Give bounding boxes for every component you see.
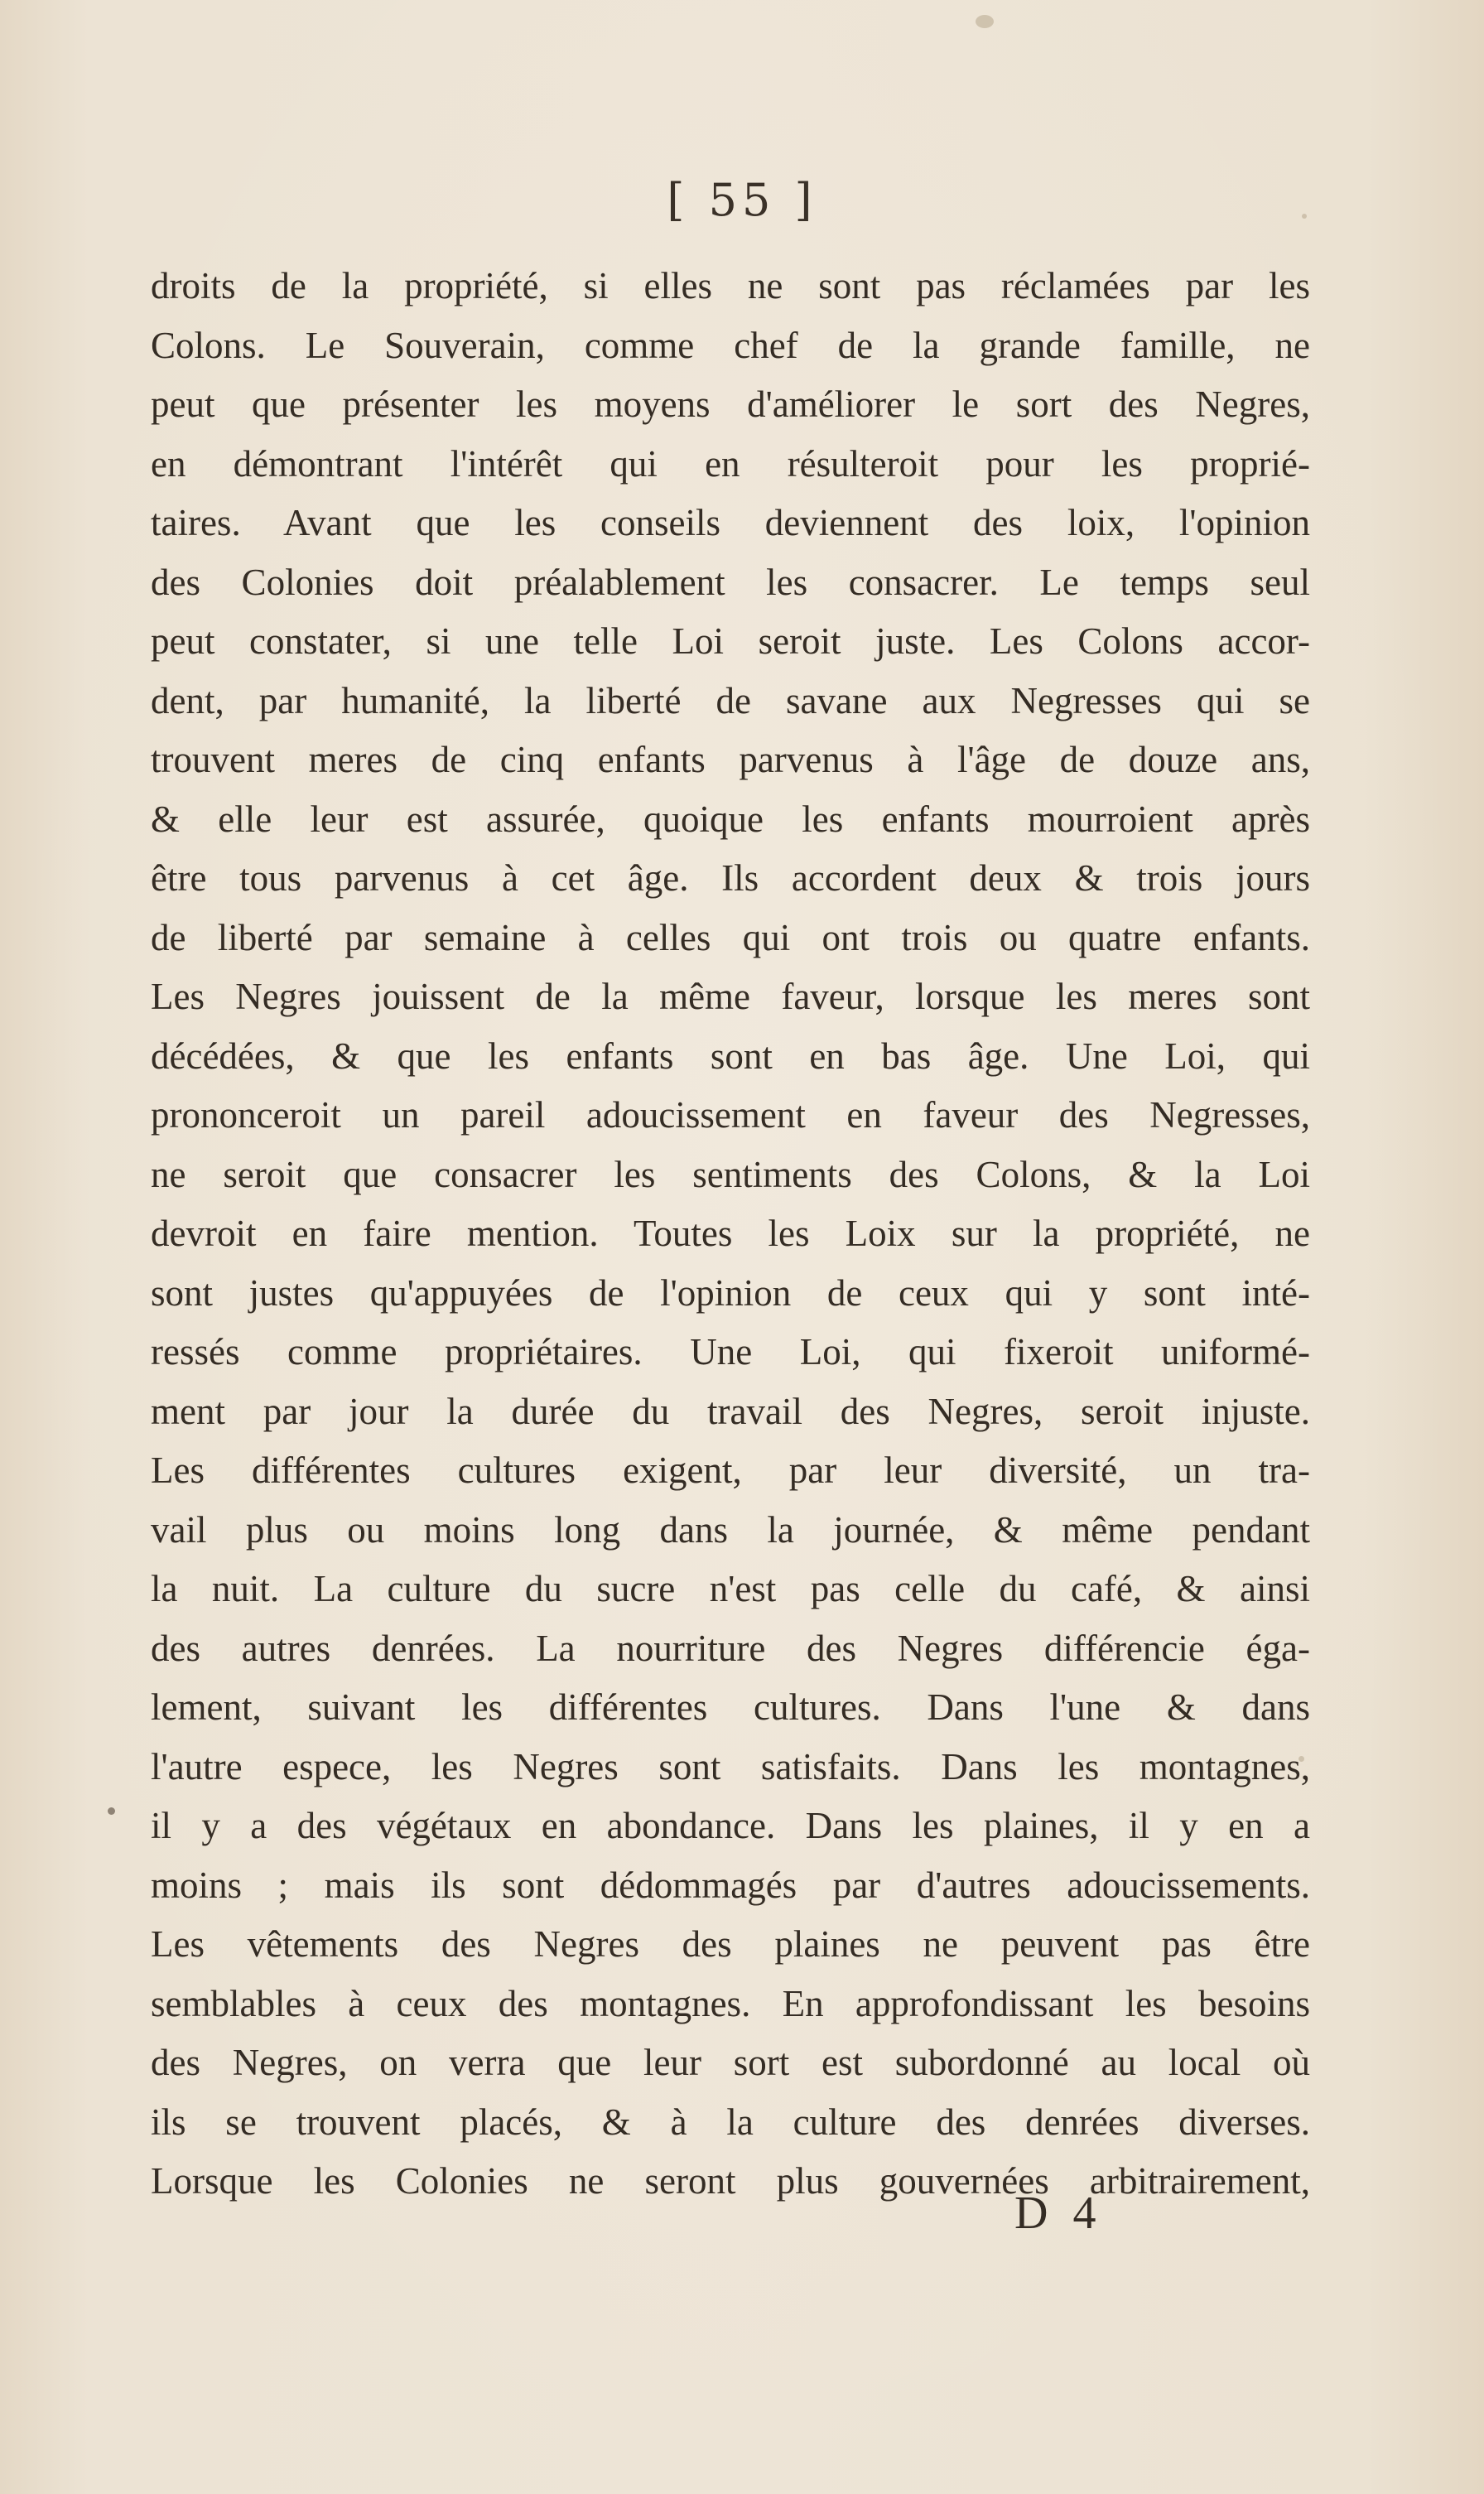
text-line: taires. Avant que les conseils deviennent des loix, l'opinion [151,502,1310,543]
text-line: sont justes qu'appuyées de l'opinion de ceux qui y sont inté- [151,1271,1310,1314]
text-line: des Colonies doit préalablement les consacrer. Le temps seul [151,561,1310,603]
text-line: devroit en faire mention. Toutes les Loix sur la propriété, ne [151,1213,1310,1254]
paper-stain [108,1807,115,1815]
text-line: trouvent meres de cinq enfants parvenus à l'âge de douze ans, [151,739,1310,780]
text-line: ils se trouvent placés, & à la culture des denrées diverses. [151,2101,1310,2143]
text-line: Les Negres jouissent de la même faveur, lorsque les meres sont [151,976,1310,1017]
text-line: lement, suivant les différentes cultures. Dans l'une & dans [151,1686,1310,1728]
text-line: Colons. Le Souverain, comme chef de la grande famille, ne [151,324,1310,366]
text-line: ment par jour la durée du travail des Negres, seroit injuste. [151,1390,1310,1432]
text-line: Lorsque les Colonies ne seront plus gouvernées arbitrairement, [151,2160,1310,2202]
text-line: Les différentes cultures exigent, par leur diversité, un tra- [151,1450,1310,1491]
text-line: il y a des végétaux en abondance. Dans les plaines, il y en a [151,1805,1310,1846]
text-line: l'autre espece, les Negres sont satisfaits. Dans les montagnes, [151,1745,1310,1787]
signature-mark: D 4 [1014,2188,1103,2239]
text-line: de liberté par semaine à celles qui ont trois ou quatre enfants. [151,916,1310,958]
text-line: peut que présenter les moyens d'améliorer le sort des Negres, [151,384,1310,425]
body-text [151,257,1310,2212]
text-line: droits de la propriété, si elles ne sont pas réclamées par les [151,265,1310,306]
text-line: ressés comme propriétaires. Une Loi, qui fixeroit uniformé- [151,1331,1310,1372]
text-line: ne seroit que consacrer les sentiments des Colons, & la Loi [151,1153,1310,1195]
text-line: Les vêtements des Negres des plaines ne peuvent pas être [151,1923,1310,1965]
text-line: prononceroit un pareil adoucissement en faveur des Negresses, [151,1094,1310,1136]
text-line: & elle leur est assurée, quoique les enfants mourroient après [151,798,1310,840]
text-line: moins ; mais ils sont dédommagés par d'autres adoucissements. [151,1864,1310,1906]
text-line: la nuit. La culture du sucre n'est pas celle du café, & ainsi [151,1568,1310,1609]
page-number: [ 55 ] [667,174,817,226]
text-line: vail plus ou moins long dans la journée, & même pendant [151,1508,1310,1551]
text-line: dent, par humanité, la liberté de savane aux Negresses qui se [151,679,1310,721]
paper-stain [976,15,994,28]
text-line: semblables à ceux des montagnes. En approfondissant les besoins [151,1982,1310,2024]
text-line: décédées, & que les enfants sont en bas âge. Une Loi, qui [151,1035,1310,1077]
text-line: des Negres, on verra que leur sort est subordonné au local où [151,2042,1310,2083]
text-line: être tous parvenus à cet âge. Ils accordent deux & trois jours [151,857,1310,899]
text-line: des autres denrées. La nourriture des Negres différencie éga- [151,1627,1310,1669]
text-line: peut constater, si une telle Loi seroit juste. Les Colons accor- [151,620,1310,662]
text-line: en démontrant l'intérêt qui en résulteroit pour les proprié- [151,442,1310,485]
